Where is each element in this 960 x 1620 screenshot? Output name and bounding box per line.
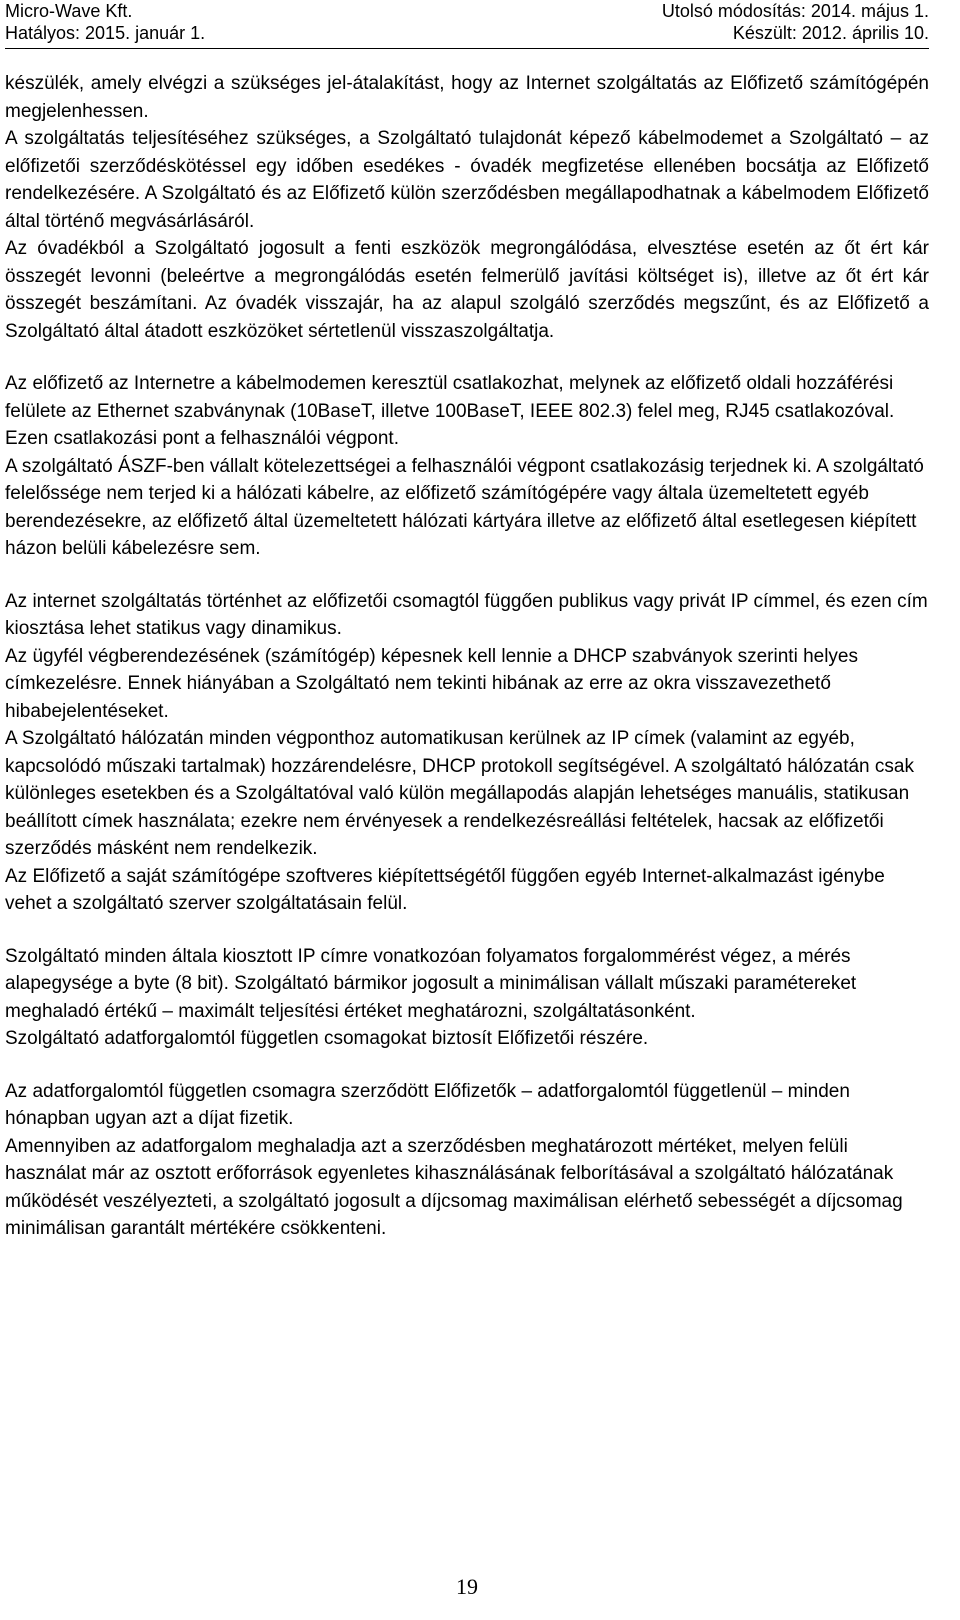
header-row-bottom [5,22,929,44]
paragraph-spacer [5,563,929,588]
paragraph-spacer [5,918,929,943]
paragraph-device-definition: készülék, amely elvégzi a szükséges jel-átalakítást, hogy az Internet szolgáltatás az Előfizető számítógépén megjelenhessen. [5,73,929,122]
paragraph-ip-address: Az internet szolgáltatás történhet az előfizetői csomagtól függően publikus vagy privát IP címmel, és ezen cím kiosztása lehet statikus vagy dinamikus. [5,590,928,639]
paragraph-dhcp-assignment: A Szolgáltató hálózatán minden végponthoz automatikusan kerülnek az IP címek (valamint az egyéb, kapcsolódó műszaki tartalmak) hozzárendelésre, DHCP protokoll segítségével. A szolgáltató hálózatán csak különleges esetekben és a Szolgáltatóval való külön megállapodás alapján lehetséges manuális, statikusan beállított címek használata; ezekre nem érvényesek a rendelkezésreállási feltételek, hacsak az előfizetői szerződés másként nem rendelkezik. [5,728,914,859]
paragraph-traffic-measurement: Szolgáltató minden általa kiosztott IP címre vonatkozóan folyamatos forgalommérést végez, a mérés alapegysége a byte (8 bit). Szolgáltató bármikor jogosult a minimálisan vállalt műszaki paramétereket meghaladó értékű – maximált teljesítési értéket meghatározni, szolgáltatásonként. [5,945,857,1022]
paragraph-spacer [5,1053,929,1078]
last-modified-date: Utolsó módosítás: 2014. május 1. [661,1,929,21]
page-header [5,0,929,44]
company-name: Micro-Wave Kft. [5,1,133,21]
paragraph-dhcp-requirement: Az ügyfél végberendezésének (számítógép) képesnek kell lennie a DHCP szabványok szerinti helyes címkezelésre. Ennek hiányában a Szolgáltató nem tekinti hibának az erre az okra visszavezethető hibabejelentéseket. [5,645,858,722]
header-divider [5,48,929,49]
document-body [5,70,929,1243]
paragraph-liability-scope: A szolgáltató ÁSZF-ben vállalt kötelezettségei a felhasználói végpont csatlakozásig terjednek ki. A szolgáltató felelőssége nem terjed ki a hálózati kábelre, az előfizető számítógépére vagy általa üzemeltetett egyéb berendezésekre, az előfizető által üzemeltetett hálózati kártyára illetve az előfizető által esetlegesen kiépített házon belüli kábelezésre sem. [5,455,924,559]
header-row-top [5,0,929,22]
paragraph-spacer [5,345,929,370]
paragraph-deposit-deduction: Az óvadékból a Szolgáltató jogosult a fenti eszközök megrongálódása, elvesztése esetén az őt ért kár összegét levonni (beleértve a megrongálódás esetén felmerülő javítási költséget is), illetve az őt ért kár összegét beszámítani. Az óvadék visszajár, ha az alapul szolgáló szerződés megszűnt, és az Előfizető a Szolgáltató által átadott eszközöket sértetlenül visszaszolgáltatja. [5,238,929,342]
paragraph-internet-applications: Az Előfizető a saját számítógépe szoftveres kiépítettségétől függően egyéb Internet-alkalmazást igénybe vehet a szolgáltató szerver szolgáltatásain felül. [5,865,885,914]
paragraph-monthly-fee: Az adatforgalomtól független csomagra szerződött Előfizetők – adatforgalomtól függetlenül – minden hónapban ugyan azt a díjat fizetik. [5,1080,850,1129]
effective-date: Hatályos: 2015. január 1. [5,23,206,43]
page-number: 19 [456,1574,478,1599]
paragraph-cable-modem-deposit: A szolgáltatás teljesítéséhez szükséges, a Szolgáltató tulajdonát képező kábelmodemet a Szolgáltató – az előfizetői szerződéskötéssel egy időben esedékes - óvadék megfizetése ellenében bocsátja az Előfizető rendelkezésére. A Szolgáltató és az Előfizető külön szerződésben megállapodhatnak a kábelmodem Előfizető által történő megvásárlásáról. [5,128,929,232]
paragraph-speed-reduction: Amennyiben az adatforgalom meghaladja azt a szerződésben meghatározott mértéket, melyen felüli használat már az osztott erőforrások egyenletes kihasználásának felborításával a szolgáltató hálózatának működését veszélyezteti, a szolgáltató jogosult a díjcsomag maximálisan elérhető sebességét a díjcsomag minimálisan garantált mértékére csökkenteni. [5,1135,903,1239]
paragraph-ethernet-interface: Az előfizető az Internetre a kábelmodemen keresztül csatlakozhat, melynek az előfizető oldali hozzáférési felülete az Ethernet szabványnak (10BaseT, illetve 100BaseT, IEEE 802.3) felel meg, RJ45 csatlakozóval. Ezen csatlakozási pont a felhasználói végpont. [5,373,895,449]
paragraph-flat-packages: Szolgáltató adatforgalomtól független csomagokat biztosít Előfizetői részére. [5,1028,649,1049]
created-date: Készült: 2012. április 10. [732,23,929,43]
